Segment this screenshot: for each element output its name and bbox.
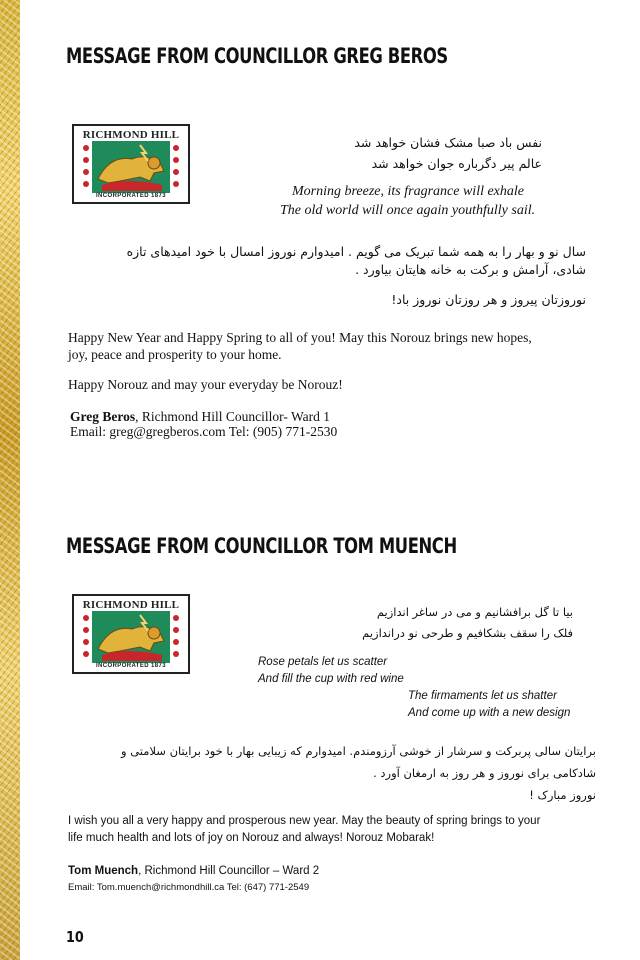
contact-line: Email: greg@gregberos.com Tel: (905) 771-2530 — [70, 424, 338, 439]
richmond-hill-logo-2 — [72, 594, 190, 674]
page-number: 10 — [66, 928, 84, 946]
message-line-1: I wish you all a very happy and prosperous new year. May the beauty of spring brings to your — [68, 815, 541, 827]
message-line-1: Happy New Year and Happy Spring to all of you! May this Norouz brings new hopes, — [68, 330, 532, 345]
logo-name: RICHMOND HILL — [82, 129, 180, 141]
greeting-farsi-line-1: سال نو و بهار را به همه شما تبریک می گویم . امیدوارم نوروز امسال با خود امیدهای تازه — [126, 244, 586, 259]
poem-english-line-1: Rose petals let us scatter — [258, 656, 388, 668]
poem-farsi-line-1: نفس باد صبا مشک فشان خواهد شد — [354, 135, 542, 150]
wish-farsi: نوروزتان پیروز و هر روزتان نوروز باد! — [391, 292, 586, 307]
signer-title: , Richmond Hill Councillor- Ward 1 — [135, 409, 330, 424]
logo-incorporated: INCORPORATED 1873 — [95, 663, 167, 669]
poem-english-line-1: Morning breeze, its fragrance will exhale — [292, 184, 524, 199]
signature-line — [70, 409, 330, 425]
message-line-3: Happy Norouz and may your everyday be Norouz! — [68, 377, 343, 392]
greeting-farsi-line-2: شادکامی برای نوروز و هر روز به ارمغان آورد . — [373, 766, 596, 780]
lion-crest-icon — [80, 141, 182, 193]
signer-name: Greg Beros — [70, 409, 136, 424]
greeting-farsi-line-1: برایتان سالی پربرکت و سرشار از خوشی آرزومندم. امیدوارم که زیبایی بهار با خود برایتان سلامتی و — [121, 744, 596, 758]
signer-title: , Richmond Hill Councillor – Ward 2 — [138, 865, 320, 877]
wish-farsi: نوروز مبارک ! — [529, 788, 596, 802]
poem-english-line-4: And come up with a new design — [408, 707, 571, 719]
poem-farsi-line-2: عالم پیر دگرباره جوان خواهد شد — [371, 156, 542, 171]
poem-farsi-line-2: فلک را سقف بشکافیم و طرحی نو دراندازیم — [362, 626, 573, 640]
gold-glitter-border — [0, 0, 20, 960]
poem-english-line-3: The firmaments let us shatter — [408, 690, 557, 702]
lion-crest-icon — [80, 611, 182, 663]
contact-line: Email: Tom.muench@richmondhill.ca Tel: (647) 771-2549 — [68, 882, 310, 893]
section-heading-tom-muench: MESSAGE FROM COUNCILLOR TOM MUENCH — [66, 534, 457, 558]
poem-english-line-2: The old world will once again youthfully sail. — [280, 203, 536, 218]
message-line-2: life much health and lots of joy on Norouz and always! Norouz Mobarak! — [68, 832, 435, 844]
signer-name: Tom Muench — [68, 865, 139, 877]
logo-incorporated: INCORPORATED 1873 — [95, 193, 167, 199]
greeting-farsi-line-2: شادی، آرامش و برکت به خانه هایتان بیاورد . — [355, 262, 586, 277]
signature-line — [68, 865, 319, 877]
richmond-hill-logo — [72, 124, 190, 204]
section-heading-greg-beros: MESSAGE FROM COUNCILLOR GREG BEROS — [66, 44, 448, 68]
logo-name: RICHMOND HILL — [82, 599, 180, 611]
message-line-2: joy, peace and prosperity to your home. — [68, 347, 282, 362]
poem-farsi-line-1: بیا تا گل برافشانیم و می در ساغر اندازیم — [376, 605, 573, 619]
poem-english-line-2: And fill the cup with red wine — [258, 673, 404, 685]
